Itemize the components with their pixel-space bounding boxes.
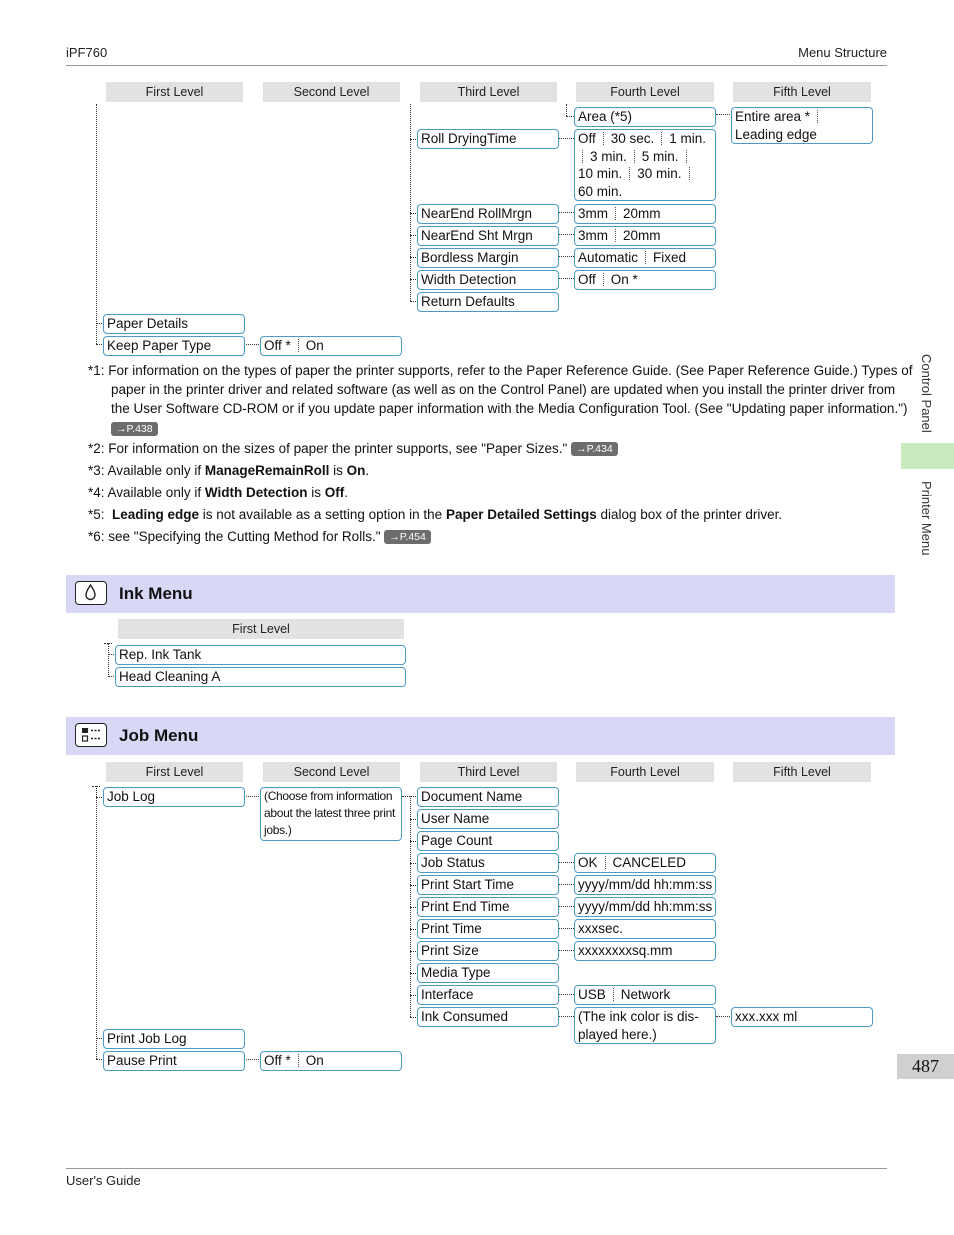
menu-item-page-count[interactable]: Page Count	[417, 831, 559, 851]
value: Automatic	[578, 250, 639, 265]
area-values[interactable]	[731, 107, 873, 144]
pause-print-values[interactable]	[260, 1051, 402, 1071]
note-3	[88, 461, 369, 480]
note-1-line-3: the User Software CD-ROM or if you update paper information with the Media Configuration Tool. (See "Updating paper information.")	[111, 401, 908, 416]
nearend-sht-values[interactable]	[574, 226, 716, 246]
menu-item-pause-print[interactable]: Pause Print	[103, 1051, 245, 1071]
side-tab-control-panel[interactable]: Control Panel	[919, 354, 934, 433]
note-bold: Width Detection	[204, 485, 308, 500]
value: On *	[610, 272, 638, 287]
value: OK	[578, 855, 598, 870]
print-start-value[interactable]: yyyy/mm/dd hh:mm:ss	[574, 875, 716, 895]
col-first-level: First Level	[106, 82, 243, 102]
connector	[410, 104, 411, 301]
note-5	[88, 505, 782, 524]
ink-drop-icon	[75, 581, 107, 605]
job-menu-title: Job Menu	[119, 726, 199, 745]
header-right: Menu Structure	[798, 45, 887, 60]
value: 20mm	[623, 206, 661, 221]
width-detection-values[interactable]	[574, 270, 716, 290]
value: 3 min.	[590, 148, 627, 164]
col-fifth-level: Fifth Level	[733, 82, 871, 102]
job-col-first-level: First Level	[106, 762, 243, 782]
connector	[104, 643, 112, 644]
note-6	[88, 527, 431, 546]
note-text: is	[329, 463, 347, 478]
menu-item-ink-consumed[interactable]: Ink Consumed	[417, 1007, 559, 1027]
note-2	[88, 439, 618, 458]
note-text: *4: Available only if	[88, 485, 205, 500]
value: 30 min.	[637, 166, 682, 181]
note-1-line-2: paper in the printer driver and related software (as well as on the Control Panel) are updated when you install the printer driver from	[111, 382, 896, 397]
job-log-second-level[interactable]: (Choose from information about the latest three print jobs.)	[260, 787, 402, 841]
job-col-third-level: Third Level	[420, 762, 557, 782]
connector	[246, 796, 261, 797]
value: Off *	[264, 338, 291, 353]
note-1-ref	[111, 419, 158, 438]
col-second-level: Second Level	[263, 82, 400, 102]
note-2-text: *2: For information on the sizes of paper the printer supports, see "Paper Sizes."	[88, 441, 568, 456]
page-ref-link[interactable]: →P.454	[384, 530, 431, 544]
note-bold: ManageRemainRoll	[204, 463, 330, 478]
value: Off	[578, 131, 596, 146]
ink-col-first-level: First Level	[118, 619, 404, 639]
menu-item-document-name[interactable]: Document Name	[417, 787, 559, 807]
nearend-roll-values[interactable]	[574, 204, 716, 224]
connector	[559, 928, 574, 929]
footer-left: User's Guide	[66, 1173, 141, 1188]
value: On	[305, 1053, 324, 1068]
connector	[96, 786, 97, 1059]
print-end-value[interactable]: yyyy/mm/dd hh:mm:ss	[574, 897, 716, 917]
job-list-icon	[75, 723, 107, 747]
job-col-fourth-level: Fourth Level	[576, 762, 714, 782]
connector	[716, 1016, 732, 1017]
menu-item-return-defaults[interactable]: Return Defaults	[417, 292, 559, 312]
menu-item-nearend-sht[interactable]: NearEnd Sht Mrgn	[417, 226, 559, 246]
side-tab-printer-menu[interactable]: Printer Menu	[919, 481, 934, 556]
ink-consumed-value[interactable]: (The ink color is dis-played here.)	[574, 1007, 716, 1044]
print-size-value[interactable]: xxxxxxxxsq.mm	[574, 941, 716, 961]
connector	[559, 884, 574, 885]
value: 20mm	[623, 228, 661, 243]
menu-item-print-job-log[interactable]: Print Job Log	[103, 1029, 245, 1049]
connector	[402, 796, 418, 797]
page-number: 487	[897, 1054, 954, 1079]
connector	[566, 116, 574, 117]
connector	[246, 1059, 261, 1060]
value: Network	[620, 987, 671, 1002]
menu-item-keep-paper-type[interactable]: Keep Paper Type	[103, 336, 245, 356]
job-col-fifth-level: Fifth Level	[733, 762, 871, 782]
side-tab-highlight	[901, 443, 954, 469]
connector	[559, 906, 574, 907]
value: 3mm	[578, 206, 608, 221]
value: CANCELED	[612, 855, 687, 870]
connector	[559, 278, 574, 279]
menu-item-roll-drying-time[interactable]: Roll DryingTime	[417, 129, 559, 149]
connector	[716, 114, 732, 115]
note-text: .	[365, 463, 370, 478]
value: USB	[578, 987, 606, 1002]
note-text: *5:	[88, 507, 113, 522]
note-1-line-1: *1: For information on the types of paper the printer supports, refer to the Paper Reference Guide. (See Paper Reference Guide.) Types of	[88, 363, 913, 378]
value: On	[305, 338, 324, 353]
connector	[559, 862, 574, 863]
value: 3mm	[578, 228, 608, 243]
connector	[559, 212, 574, 213]
note-text: is not available as a setting option in the	[199, 507, 446, 522]
connector	[559, 950, 574, 951]
ink-consumed-fifth-value[interactable]: xxx.xxx ml	[731, 1007, 873, 1027]
roll-drying-values[interactable]	[574, 129, 716, 201]
value: Off	[578, 272, 596, 287]
menu-item-interface[interactable]: Interface	[417, 985, 559, 1005]
menu-item-borderless-margin[interactable]: Bordless Margin	[417, 248, 559, 268]
menu-item-width-detection[interactable]: Width Detection	[417, 270, 559, 290]
header-rule	[66, 65, 887, 66]
connector	[566, 104, 567, 116]
menu-item-print-time[interactable]: Print Time	[417, 919, 559, 939]
ink-menu-heading	[66, 575, 895, 613]
col-third-level: Third Level	[420, 82, 557, 102]
note-text: is	[307, 485, 325, 500]
menu-item-print-end-time[interactable]: Print End Time	[417, 897, 559, 917]
connector	[96, 104, 97, 344]
connector	[559, 1016, 574, 1017]
borderless-values[interactable]	[574, 248, 716, 268]
note-bold: Leading edge	[112, 507, 200, 522]
page-ref-link[interactable]: →P.434	[571, 442, 618, 456]
connector	[246, 344, 261, 345]
menu-item-head-cleaning-a[interactable]: Head Cleaning A	[115, 667, 406, 687]
note-text: dialog box of the printer driver.	[596, 507, 783, 522]
menu-item-print-size[interactable]: Print Size	[417, 941, 559, 961]
value: Off *	[264, 1053, 291, 1068]
menu-item-print-start-time[interactable]: Print Start Time	[417, 875, 559, 895]
note-text: .	[344, 485, 348, 500]
job-col-second-level: Second Level	[263, 762, 400, 782]
header-left: iPF760	[66, 45, 108, 60]
note-4	[88, 483, 348, 502]
value: 5 min.	[641, 148, 679, 164]
connector	[559, 994, 574, 995]
menu-item-area[interactable]: Area (*5)	[574, 107, 716, 127]
col-fourth-level: Fourth Level	[576, 82, 714, 102]
page-ref-link[interactable]: →P.438	[111, 422, 158, 436]
value: 1 min.	[669, 131, 707, 146]
job-menu-heading	[66, 717, 895, 755]
value: Fixed	[653, 250, 687, 265]
connector	[559, 234, 574, 235]
value-entire-area: Entire area *	[735, 109, 811, 124]
menu-item-paper-details[interactable]: Paper Details	[103, 314, 245, 334]
value: 10 min.	[578, 166, 623, 181]
note-6-text: *6: see "Specifying the Cutting Method for Rolls."	[88, 529, 381, 544]
menu-item-job-status[interactable]: Job Status	[417, 853, 559, 873]
keep-paper-values[interactable]	[260, 336, 402, 356]
note-bold: On	[346, 463, 366, 478]
menu-item-user-name[interactable]: User Name	[417, 809, 559, 829]
footer-rule	[66, 1168, 887, 1169]
value-leading-edge: Leading edge	[735, 126, 817, 142]
menu-item-rep-ink-tank[interactable]: Rep. Ink Tank	[115, 645, 406, 665]
connector	[559, 256, 574, 257]
connector	[92, 786, 100, 787]
print-time-value[interactable]: xxxsec.	[574, 919, 716, 939]
value: 60 min.	[578, 183, 623, 199]
interface-values[interactable]	[574, 985, 716, 1005]
note-bold: Paper Detailed Settings	[445, 507, 597, 522]
connector	[559, 138, 574, 139]
menu-item-job-log[interactable]: Job Log	[103, 787, 245, 807]
value: 30 sec.	[610, 131, 655, 146]
ink-menu-title: Ink Menu	[119, 584, 193, 603]
job-status-values[interactable]	[574, 853, 716, 873]
note-bold: Off	[324, 485, 345, 500]
menu-item-media-type[interactable]: Media Type	[417, 963, 559, 983]
note-text: *3: Available only if	[88, 463, 205, 478]
connector	[108, 643, 109, 675]
menu-item-nearend-roll[interactable]: NearEnd RollMrgn	[417, 204, 559, 224]
